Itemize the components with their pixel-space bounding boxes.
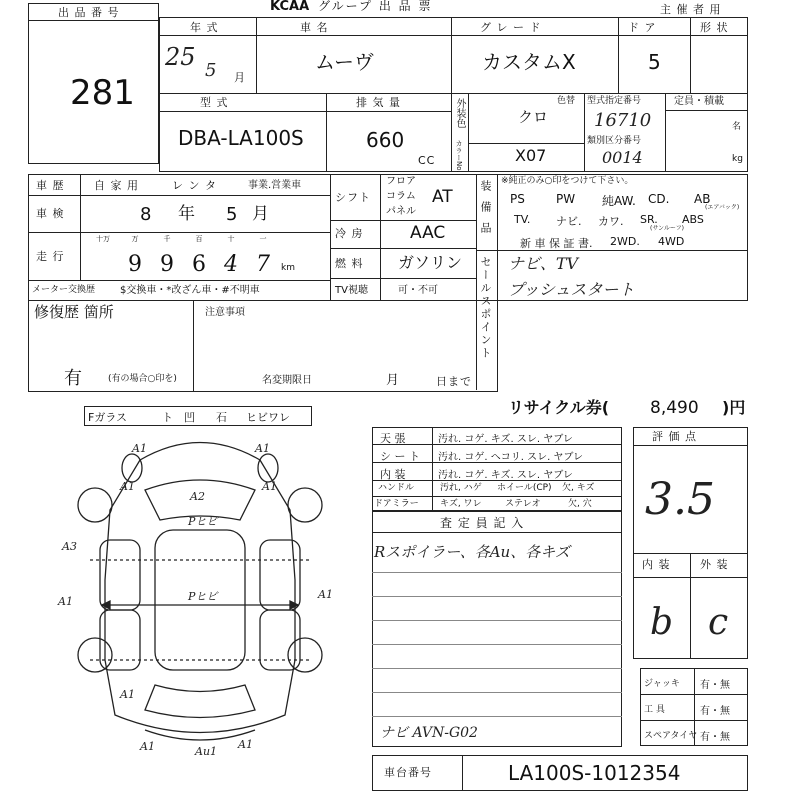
sunroof-note: (サンルーフ) xyxy=(650,225,684,232)
glass-item: ヒビワレ xyxy=(246,411,290,424)
inspector-title: 査 定 員 記 入 xyxy=(440,516,525,530)
shift-option-panel: パネル xyxy=(386,206,416,217)
year-label: 年 式 xyxy=(190,21,219,34)
capacity-unit-weight: kg xyxy=(732,154,743,164)
history-private: 自 家 用 xyxy=(94,179,139,192)
inspection-year-unit: 年 xyxy=(178,204,195,224)
condition-row-label: 内 装 xyxy=(380,468,406,481)
diagram-mark: A1 xyxy=(140,740,155,753)
diagram-mark: Au1 xyxy=(195,745,218,758)
recycle-label: リサイクル券( xyxy=(508,398,610,417)
shift-option-floor: フロア xyxy=(386,176,416,187)
category-value: 0014 xyxy=(602,148,643,167)
diagram-mark: A1 xyxy=(120,688,135,701)
equipment-item: PW xyxy=(556,192,576,206)
recycle-amount: 8,490 xyxy=(650,398,699,418)
diagram-mark: A1 xyxy=(132,442,147,455)
deadline-month: 月 xyxy=(386,373,401,388)
repair-value-note: (有の場合○印を) xyxy=(108,374,177,384)
lot-number: 281 xyxy=(70,73,135,113)
grade-value: カスタムX xyxy=(482,50,576,74)
stereo-options: 欠, 穴 xyxy=(568,499,592,509)
notes-label: 注意事項 xyxy=(205,307,245,318)
mirror-label: ドアミラー xyxy=(374,499,419,509)
organizer-label: 主 催 者 用 xyxy=(660,3,722,16)
diagram-mark: A1 xyxy=(262,480,277,493)
capacity-unit-people: 名 xyxy=(732,122,742,132)
shift-option-column: コラム xyxy=(386,191,416,202)
condition-row-label: シ ー ト xyxy=(380,450,420,463)
handle-options: 汚れ, ハゲ xyxy=(440,483,482,493)
accessory-label: 工 具 xyxy=(644,705,665,715)
form-title: グループ 出 品 票 xyxy=(318,0,433,13)
mirror-options: キズ, ワレ xyxy=(440,499,482,509)
equipment-item: 純AW. xyxy=(602,194,636,208)
wheel-options: 欠, キズ xyxy=(562,483,595,493)
type-designation-label: 型式指定番号 xyxy=(587,96,642,106)
glass-item: 石 xyxy=(216,411,227,424)
condition-row-options: 汚れ. コゲ. キズ. スレ. ヤブレ xyxy=(438,434,573,445)
category-label: 類別区分番号 xyxy=(587,136,642,146)
inspection-label: 車 検 xyxy=(36,207,65,220)
mileage-digit: 9 xyxy=(160,252,174,277)
capacity-label: 定員・積載 xyxy=(674,96,724,107)
mileage-unit-label: 百 xyxy=(195,235,203,243)
equipment-item: SR. xyxy=(640,213,658,226)
diagram-mark: A1 xyxy=(318,588,333,601)
mileage-digit: 4 xyxy=(224,252,238,277)
exterior-label: 外 装 xyxy=(700,558,729,571)
meter-label: メーター交換歴 xyxy=(32,285,96,295)
rating-score: 3.5 xyxy=(645,474,715,525)
equipment-item: CD. xyxy=(648,192,670,206)
name-value: ムーヴ xyxy=(315,50,374,74)
name-label: 車 名 xyxy=(300,21,329,34)
equipment-item: カワ. xyxy=(598,215,624,228)
door-value: 5 xyxy=(648,50,661,74)
equipment-item: 4WD xyxy=(658,235,685,248)
shift-value: AT xyxy=(432,187,453,207)
mileage-digits xyxy=(88,234,278,280)
equipment-note: ※純正のみ○印をつけて下さい。 xyxy=(501,176,634,186)
lot-label: 出 品 番 号 xyxy=(58,6,120,19)
fuel-label: 燃 料 xyxy=(335,257,364,270)
inspector-line-bottom: ナビ AVN-G02 xyxy=(380,725,478,741)
recycle-unit: )円 xyxy=(722,398,746,417)
model-value: DBA-LA100S xyxy=(178,126,304,150)
inspector-line1: Rスポイラー、各Au、各キズ xyxy=(374,543,570,561)
repair-value: 有 xyxy=(64,368,82,389)
history-label: 車 歴 xyxy=(36,179,65,192)
accessory-value: 有・無 xyxy=(700,680,730,691)
mileage-digit: 6 xyxy=(192,252,206,277)
diagram-mark: Pヒビ xyxy=(188,590,218,603)
equipment-item: PS xyxy=(510,192,525,206)
displacement-label: 排 気 量 xyxy=(356,96,401,109)
diagram-mark: A1 xyxy=(255,442,270,455)
diagram-mark: Pヒビ xyxy=(188,515,218,528)
equipment-label: 装備品 xyxy=(479,180,492,243)
mileage-unit-label: 一 xyxy=(259,235,267,243)
equipment-item: 2WD. xyxy=(610,235,640,248)
color-change-label: 色替 xyxy=(557,96,576,106)
equipment-item: ABS xyxy=(682,213,704,226)
type-designation-value: 16710 xyxy=(594,110,652,131)
interior-label: 内 装 xyxy=(642,558,671,571)
inspection-month-unit: 月 xyxy=(252,204,269,224)
grade-label: グ レ ー ド xyxy=(480,21,542,34)
exterior-value: c xyxy=(708,602,729,643)
displacement-value: 660 xyxy=(366,128,405,152)
tv-options: 可・不可 xyxy=(398,285,438,296)
shift-label: シフト xyxy=(335,191,371,204)
accessory-label: スペアタイヤ xyxy=(644,731,698,741)
wheel-label: ホイール(CP) xyxy=(497,483,552,493)
repair-label: 修復歴 箇所 xyxy=(34,303,114,321)
equipment-item: AB xyxy=(694,192,711,206)
mileage-digit: 9 xyxy=(128,252,142,277)
color-code: X07 xyxy=(515,146,547,165)
mileage-digit: 7 xyxy=(256,252,270,277)
glass-item: Fガラス xyxy=(88,411,127,424)
diagram-mark: A1 xyxy=(238,738,253,751)
shape-label: 形 状 xyxy=(700,21,729,34)
color-value: クロ xyxy=(518,108,549,126)
mileage-label: 走 行 xyxy=(36,250,65,263)
diagram-mark: A3 xyxy=(62,540,77,553)
sales-point-label: セールスポイント xyxy=(479,256,492,360)
sales-point-line2: プッシュスタート xyxy=(508,280,635,299)
mileage-unit-label: 十 xyxy=(227,235,235,243)
ac-value: AAC xyxy=(410,223,446,243)
glass-item: ト xyxy=(162,411,173,424)
rating-label: 評 価 点 xyxy=(652,430,697,443)
sales-point-line1: ナビ、TV xyxy=(508,254,579,273)
tv-label: TV視聴 xyxy=(335,285,368,296)
history-business: 事業.営業車 xyxy=(248,180,302,191)
model-label: 型 式 xyxy=(200,96,229,109)
chassis-label: 車台番号 xyxy=(384,766,432,779)
fuel-value: ガソリン xyxy=(398,253,463,272)
diagram-mark: A1 xyxy=(120,480,135,493)
history-rental: レ ン タ xyxy=(172,179,217,192)
inspection-year: 8 xyxy=(140,204,152,225)
year-value: 25 xyxy=(165,43,196,71)
deadline-day: 日まで xyxy=(436,375,472,388)
diagram-mark: A2 xyxy=(190,490,205,503)
month-unit: 月 xyxy=(234,71,246,84)
displacement-unit: CC xyxy=(418,154,436,167)
car-diagram xyxy=(40,430,360,760)
handle-label: ハンドル xyxy=(378,483,415,493)
accessory-value: 有・無 xyxy=(700,732,730,743)
equipment-item: TV. xyxy=(514,213,531,226)
deadline-label: 名変期限日 xyxy=(262,375,312,386)
brand-logo: KCAA xyxy=(270,0,310,14)
meter-options: $交換車・*改ざん車・#不明車 xyxy=(120,285,260,296)
mileage-unit-label: 万 xyxy=(131,235,139,243)
inspection-month: 5 xyxy=(226,204,238,225)
color-no-label: カラーNo. xyxy=(455,140,463,173)
diagram-mark: A1 xyxy=(58,595,73,608)
exterior-color-label: 外装色 xyxy=(454,98,465,128)
mileage-unit-label: 十万 xyxy=(96,235,110,243)
stereo-label: ステレオ xyxy=(505,499,541,509)
equipment-item: 新 車 保 証 書. xyxy=(520,237,593,250)
condition-row-options: 汚れ. コゲ. キズ. スレ. ヤブレ xyxy=(438,470,573,481)
interior-value: b xyxy=(650,602,674,643)
condition-row-options: 汚れ. コゲ. へコリ. スレ. ヤブレ xyxy=(438,452,584,463)
mileage-unit-label: 千 xyxy=(163,235,171,243)
accessory-label: ジャッキ xyxy=(644,679,680,689)
mileage-unit: km xyxy=(281,263,295,273)
door-label: ド ア xyxy=(628,21,657,34)
glass-item: 凹 xyxy=(184,411,195,424)
condition-row-label: 天 張 xyxy=(380,432,406,445)
month-value: 5 xyxy=(205,60,217,81)
chassis-value: LA100S-1012354 xyxy=(508,761,681,785)
ac-label: 冷 房 xyxy=(335,227,364,240)
accessory-value: 有・無 xyxy=(700,706,730,717)
ab-note: (エアバック) xyxy=(705,204,740,211)
equipment-item: ナビ. xyxy=(556,215,582,228)
